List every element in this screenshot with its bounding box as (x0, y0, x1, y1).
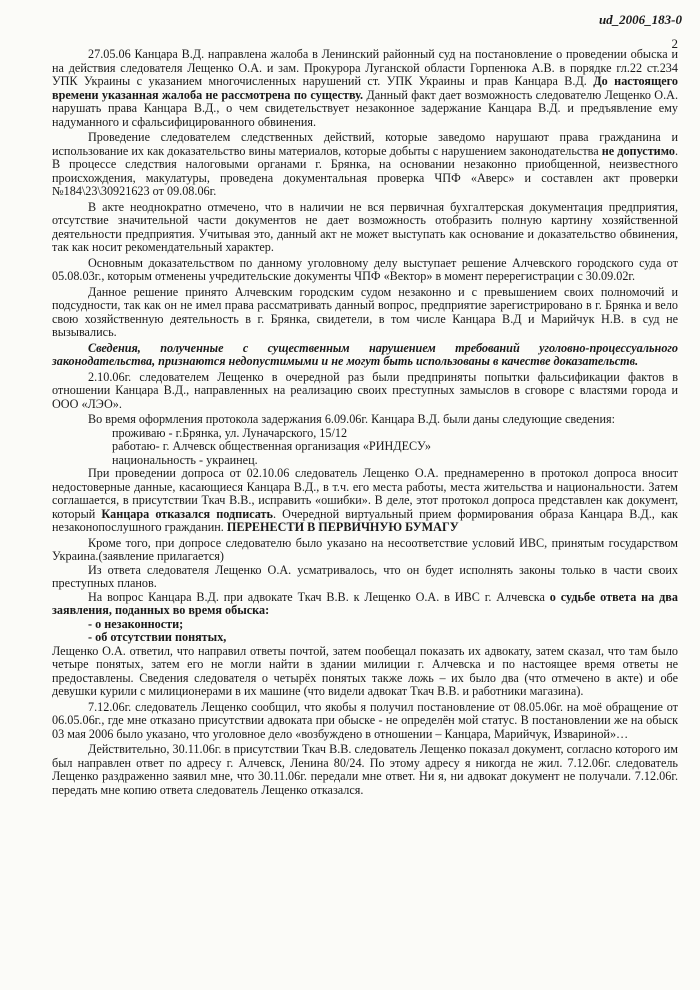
paragraph-complaint: 27.05.06 Канцара В.Д. направлена жалоба в Ленинский районный суд на постановление о проведении обыска и на действия следователя Лещенко О.А. и зам. Прокурора Луганской области Горпенюка А.В. в порядке гл.22 ст.234 УПК Украины с указанием многочисленных нарушений ст. УПК Украины и прав Канцара В.Д. До настоящего времени указанная жалоба не рассмотрена по существу. Данный факт дает возможность следователю Лещенко О.А. нарушать права Канцара В.Д., о чем свидетельствует незаконное задержание Канцара В.Д. и предъявление ему надуманного и сфальсифицированного обвинения. (52, 47, 679, 129)
list-item-no-witnesses: - об отсутствии понятых, (88, 630, 227, 644)
paragraph-falsification: 2.10.06г. следователем Лещенко в очередной раз были предприняты попытки фальсификации фактов в отношении Канцара В.Д., направленных на реализацию своих преступных замыслов в сговоре с властями города и ООО «ЛЭО». (52, 369, 678, 411)
document-body (52, 48, 678, 797)
paragraph-ivs-conditions: Кроме того, при допросе следователю было указано на несоответствие условий ИВС, принятым государством Украина.(заявление прилагается) (52, 535, 678, 563)
list-item-work: работаю- г. Алчевск общественная организация «РИНДЕСУ» (112, 439, 431, 453)
paragraph-audit-act: В акте неоднократно отмечено, что в наличии не вся первичная бухгалтерская документация предприятия, отсутствие значительной части документов не дает возможность отобразить полную картину хозяйственной деятельности предприятия. Учитывая это, данный акт не может выступать как основание и доказательство обвинения, так как носит рекомендательный характер. (52, 199, 678, 254)
document-id: ud_2006_183-0 (598, 12, 682, 27)
paragraph-detention-protocol: Во время оформления протокола задержания 6.09.06г. Канцара В.Д. были даны следующие сведения: (88, 412, 615, 426)
paragraph-investigator-reply: Лещенко О.А. ответил, что направил ответы почтой, затем пообещал показать их адвокату, затем сказал, что там было четыре понятых, затем его не могли найти в здании милиции г. Алчевска и по настоящее время ответы не предоставлены. Сведения следователя о четырёх понятых также ложь – их было два (что отмечено в акте) и обе девушки курили с милиционерами в их машине (что видели адвокат Ткач В.В. и работники магазина). (52, 643, 678, 698)
list-item-residence: проживаю - г.Брянка, ул. Луначарского, 15/12 (112, 425, 348, 440)
paragraph-investigative-actions: Проведение следователем следственных действий, которые заведомо нарушают права гражданина и использование их как доказательство вины материалов, которые добыты с нарушением законодательства не допустимо. В процессе следствия налоговыми органами г. Брянка, на основании незаконно приобщенной, неизвестного происхождения, макулатуры, проведена документальная проверка ЧПФ «Аверс» и составлен акт проверки №184\23\30921623 от 09.08.06г. (52, 130, 678, 198)
page-number: 2 (671, 36, 678, 51)
paragraph-investigator-answer: Из ответа следователя Лещенко О.А. усматривалось, что он будет исполнять законы только в части своих преступных планов. (52, 562, 678, 590)
paragraph-resolution-0712: 7.12.06г. следователь Лещенко сообщил, что якобы я получил постановление от 08.05.06г. на моё обращение от 06.05.06г., где мне отказано присутствии адвоката при обыске - не определён мой статус. В постановлении же на обыск 03 мая 2006 было указано, что уголовное дело «возбуждено в отношении – Канцара, Марийчук, Извариной»… (52, 699, 678, 741)
paragraph-inadmissible-evidence: Сведения, полученные с существенным нарушением требований уголовно-процессуального законодательства, признаются недопустимыми и не могут быть использованы в качестве доказательств. (52, 340, 678, 368)
paragraph-interrogation: При проведении допроса от 02.10.06 следователь Лещенко О.А. преднамеренно в протокол допроса вносит недостоверные данные, касающиеся Канцара В.Д., в т.ч. его места работы, места жительства и национальности. Затем соглашается, в присутствии Ткач В.В., исправить «ошибки». В деле, этот протокол допроса представлен как документ, который Канцара отказался подписать. Очередной виртуальный прием формирования образа Канцара В.Д., как незаконопослушного гражданин. ПЕРЕНЕСТИ В ПЕРВИЧНУЮ БУМАГУ (52, 466, 678, 534)
paragraph-court-decision: Данное решение принято Алчевским городским судом незаконно и с превышением своих полномочий и подсудности, так как он не имел права рассматривать данный вопрос, предприятие зарегистрировано в г. Брянка и вело свою хозяйственную деятельность в г. Брянка, свидетели, в том числе Канцара В.Д и Марийчук Н.В. в суд не вызывались. (52, 284, 678, 339)
paragraph-question: На вопрос Канцара В.Д. при адвокате Ткач В.В. к Лещенко О.А. в ИВС г. Алчевска о судьбе ответа на два заявления, поданных во время обыска: (52, 589, 678, 617)
paragraph-main-evidence: Основным доказательством по данному уголовному делу выступает решение Алчевского городского суда от 05.08.03г., которым отменены учредительские документы ЧПФ «Вектор» в момент перерегистрации с 30.09.02г. (52, 255, 678, 283)
list-item-nationality: национальность - украинец. (112, 452, 258, 467)
list-item-illegality: - о незаконности; (88, 616, 184, 631)
paragraph-document-shown: Действительно, 30.11.06г. в присутствии Ткач В.В. следователь Лещенко показал документ, согласно которого им был направлен ответ по адресу г. Алчевск, Ленина 80/24. По этому адресу я никогда не жил. 7.12.06г. следователь Лещенко раздраженно заявил мне, что 30.11.06г. передали мне ответ. Ни я, ни адвокат документ не получали. 7.12.06г. передать мне копию ответа следователь Лещенко отказался. (52, 742, 678, 797)
